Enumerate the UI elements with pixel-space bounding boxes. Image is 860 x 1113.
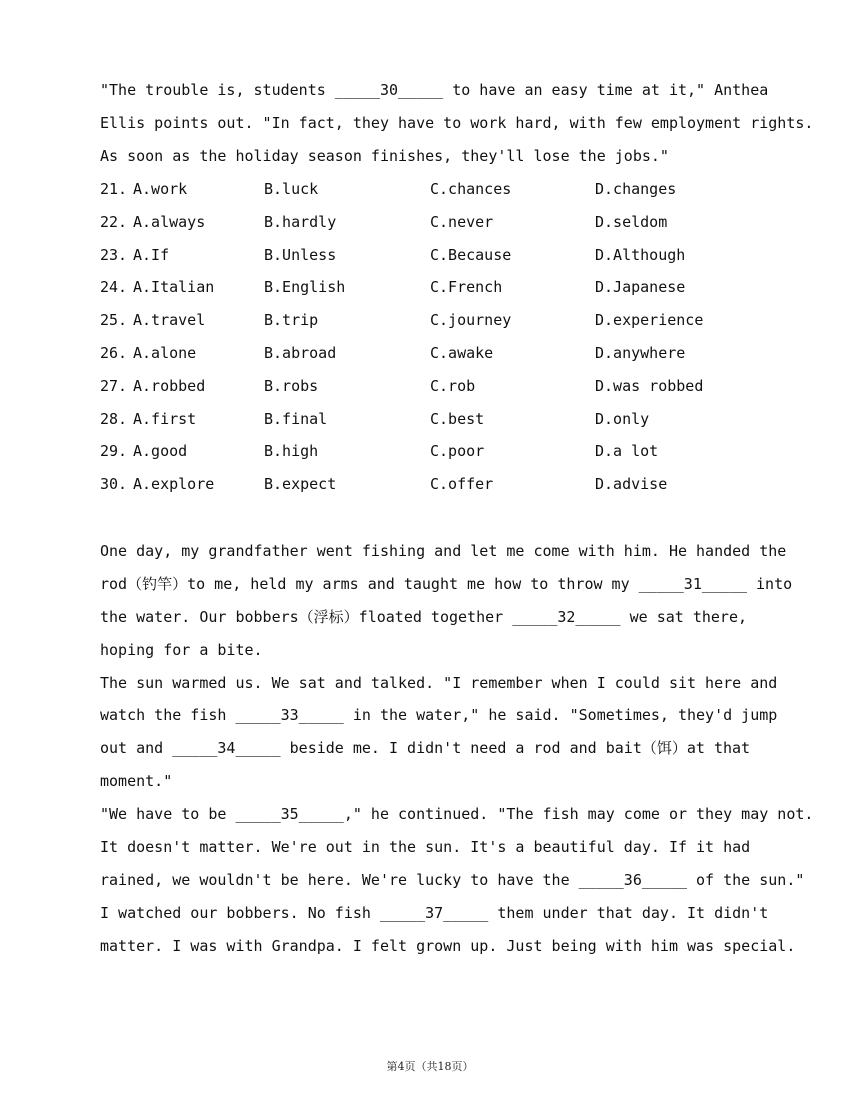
option-d: D.advise	[595, 475, 668, 494]
question-row	[100, 370, 780, 403]
passage-2-line: One day, my grandfather went fishing and let me come with him. He handed the	[100, 542, 787, 560]
question-row	[100, 173, 780, 206]
option-d: D.anywhere	[595, 343, 686, 362]
question-number: 29.	[100, 442, 128, 461]
option-b: B.English	[264, 278, 346, 297]
option-b: B.high	[264, 442, 319, 461]
option-a: A.explore	[133, 475, 215, 494]
question-number: 30.	[100, 475, 128, 494]
passage-2-line: rod（钓竿）to me, held my arms and taught me how to throw my _____31_____ into	[100, 574, 793, 593]
question-row	[100, 271, 780, 304]
option-a: A.If	[133, 245, 170, 264]
option-b: B.luck	[264, 180, 319, 198]
option-d: D.changes	[595, 180, 677, 198]
passage-2-line: It doesn't matter. We're out in the sun. It's a beautiful day. If it had	[100, 838, 751, 857]
option-a: A.work	[133, 180, 188, 198]
question-options	[100, 173, 780, 501]
question-row	[100, 304, 780, 337]
option-d: D.was robbed	[595, 376, 704, 395]
option-d: D.experience	[595, 311, 704, 330]
passage-2-line: hoping for a bite.	[100, 640, 263, 659]
passage-1-line: As soon as the holiday season finishes, they'll lose the jobs."	[100, 146, 669, 165]
option-c: C.Because	[430, 245, 512, 264]
passage-1-line: "The trouble is, students _____30_____ to have an easy time at it," Anthea	[100, 81, 769, 99]
passage-2-line: matter. I was with Grandpa. I felt grown up. Just being with him was special.	[100, 936, 796, 955]
question-number: 25.	[100, 311, 128, 330]
option-b: B.Unless	[264, 245, 337, 264]
question-row	[100, 206, 780, 239]
option-a: A.travel	[133, 311, 206, 330]
passage-2-line: moment."	[100, 772, 173, 791]
option-a: A.always	[133, 212, 206, 231]
question-number: 22.	[100, 212, 128, 231]
option-c: C.rob	[430, 376, 476, 395]
question-row	[100, 337, 780, 370]
passage-2-line: "We have to be _____35_____," he continued. "The fish may come or they may not.	[100, 805, 814, 824]
option-a: A.first	[133, 409, 197, 428]
option-c: C.awake	[430, 343, 494, 362]
passage-1	[100, 74, 814, 173]
question-number: 24.	[100, 278, 128, 297]
option-c: C.offer	[430, 475, 494, 494]
passage-2-line: The sun warmed us. We sat and talked. "I remember when I could sit here and	[100, 673, 778, 692]
page-number-footer: 第4页（共18页）	[386, 1060, 474, 1073]
question-number: 23.	[100, 245, 128, 264]
option-c: C.French	[430, 278, 503, 297]
option-a: A.good	[133, 442, 188, 461]
option-d: D.seldom	[595, 212, 668, 231]
passage-2-line: watch the fish _____33_____ in the water," he said. "Sometimes, they'd jump	[100, 706, 778, 725]
option-b: B.final	[264, 409, 328, 428]
question-row	[100, 239, 780, 272]
option-b: B.hardly	[264, 212, 337, 231]
question-number: 26.	[100, 343, 128, 362]
option-a: A.robbed	[133, 376, 206, 395]
option-a: A.Italian	[133, 278, 215, 297]
option-b: B.expect	[264, 475, 337, 494]
option-d: D.Although	[595, 245, 686, 264]
question-number: 27.	[100, 376, 128, 395]
question-number: 28.	[100, 409, 128, 428]
option-b: B.abroad	[264, 343, 337, 362]
option-c: C.poor	[430, 442, 485, 461]
question-number: 21.	[100, 180, 128, 198]
option-c: C.best	[430, 409, 485, 428]
option-c: C.never	[430, 212, 494, 231]
passage-2-line: rained, we wouldn't be here. We're lucky to have the _____36_____ of the sun."	[100, 870, 805, 889]
passage-2-line: out and _____34_____ beside me. I didn't need a rod and bait（饵）at that	[100, 739, 751, 758]
option-b: B.trip	[264, 311, 319, 330]
option-c: C.journey	[430, 311, 512, 330]
question-row	[100, 435, 780, 468]
option-a: A.alone	[133, 343, 197, 362]
passage-2-line: I watched our bobbers. No fish _____37_____ them under that day. It didn't	[100, 903, 769, 922]
option-c: C.chances	[430, 180, 512, 198]
passage-2	[100, 535, 814, 963]
passage-1-line: Ellis points out. "In fact, they have to work hard, with few employment rights.	[100, 113, 814, 132]
option-d: D.a lot	[595, 442, 659, 461]
option-b: B.robs	[264, 376, 319, 395]
question-row	[100, 403, 780, 436]
option-d: D.only	[595, 409, 650, 428]
passage-2-line: the water. Our bobbers（浮标）floated together _____32_____ we sat there,	[100, 607, 747, 626]
question-row	[100, 468, 780, 501]
option-d: D.Japanese	[595, 278, 686, 297]
